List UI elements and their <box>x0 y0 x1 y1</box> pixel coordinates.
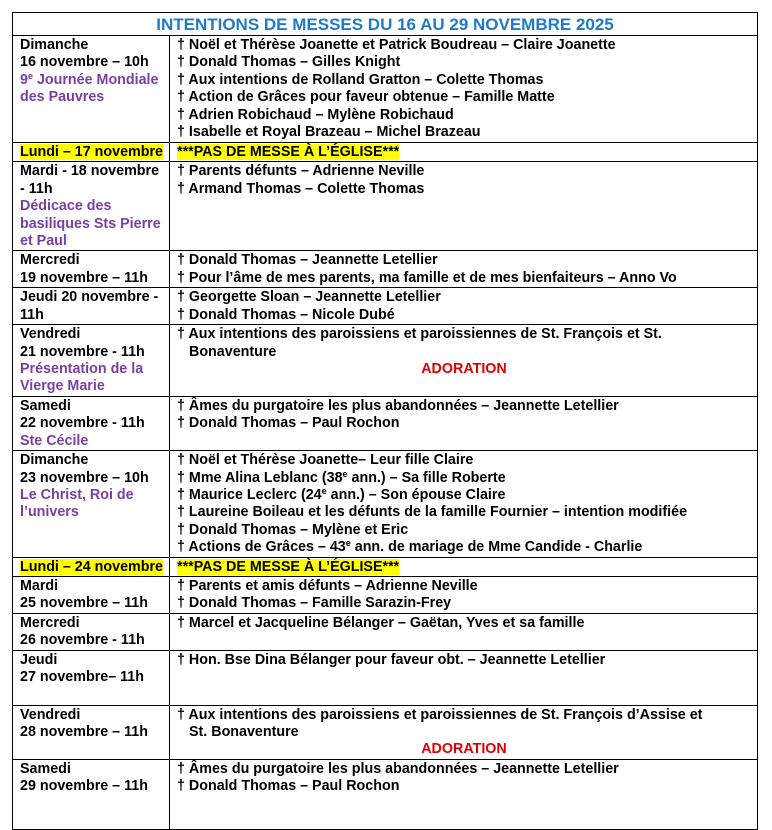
intentions-cell <box>170 288 758 325</box>
feast-line: Vierge Marie <box>20 378 105 395</box>
date-line: Dimanche <box>20 37 89 53</box>
date-line: Mardi - 18 novembre <box>20 163 160 180</box>
date-line: 21 novembre - 11h <box>20 343 145 360</box>
date-cell <box>13 451 170 557</box>
text-part: † Mme Alina Leblanc (38 <box>177 469 343 486</box>
date-line: 19 novembre – 11h <box>20 269 148 286</box>
date-line: Lundi – 17 novembre <box>20 144 164 160</box>
feast-line: basiliques Sts Pierre <box>20 215 161 232</box>
intention-line: † Adrien Robichaud – Mylène Robichaud <box>177 106 454 123</box>
intentions-cell <box>170 143 758 162</box>
date-cell <box>13 288 170 325</box>
mass-intentions-table <box>12 12 758 830</box>
date-line: Vendredi <box>20 706 81 723</box>
intention-line: † Marcel et Jacqueline Bélanger – Gaëtan, Yves et sa famille <box>177 614 585 631</box>
date-line: Mardi <box>20 577 59 594</box>
intentions-cell <box>170 396 758 450</box>
date-line: 22 novembre - 11h <box>20 415 145 432</box>
feast-line: et Paul <box>20 233 67 250</box>
intentions-cell <box>170 576 758 613</box>
intentions-cell <box>170 759 758 829</box>
intention-line: † Noël et Thérèse Joanette et Patrick Boudreau – Claire Joanette <box>177 37 616 53</box>
intention-line: † Donald Thomas – Paul Rochon <box>177 778 400 795</box>
date-line: Vendredi <box>20 326 81 343</box>
date-line: 16 novembre – 10h <box>20 54 149 71</box>
table-row <box>13 396 758 450</box>
feast-line: Le Christ, Roi de <box>20 486 134 503</box>
ordinal-superscript: e <box>321 485 327 496</box>
date-line: Samedi <box>20 397 71 414</box>
intention-line: † Donald Thomas – Gilles Knight <box>177 54 401 71</box>
intention-line: † Hon. Bse Dina Bélanger pour faveur obt. – Jeannette Letellier <box>177 651 606 668</box>
text-part: † Maurice Leclerc (24 <box>177 486 322 503</box>
table-row <box>13 613 758 650</box>
date-cell <box>13 36 170 143</box>
text-part: † Actions de Grâces – 43 <box>177 539 346 556</box>
date-line: 29 novembre – 11h <box>20 778 148 795</box>
table-row <box>13 451 758 557</box>
table-row <box>13 325 758 397</box>
date-cell <box>13 650 170 705</box>
intention-line: † Donald Thomas – Nicole Dubé <box>177 306 395 323</box>
intentions-cell <box>170 650 758 705</box>
date-cell <box>13 613 170 650</box>
table-row <box>13 36 758 143</box>
feast-line <box>20 72 163 89</box>
table-row <box>13 162 758 251</box>
feast-line: Présentation de la <box>20 361 144 378</box>
intentions-cell <box>170 251 758 288</box>
date-cell <box>13 576 170 613</box>
table-row <box>13 705 758 759</box>
text-part: Journée Mondiale <box>32 71 159 88</box>
adoration-label: ADORATION <box>421 361 507 378</box>
feast-line: Ste Cécile <box>20 432 89 449</box>
text-part: 9 <box>20 71 28 88</box>
date-line: Dimanche <box>20 452 89 469</box>
feast-line: l’univers <box>20 504 79 521</box>
date-cell <box>13 325 170 397</box>
table-row <box>13 650 758 705</box>
feast-line: des Pauvres <box>20 89 105 106</box>
intention-line: † Âmes du purgatoire les plus abandonnées – Jeannette Letellier <box>177 397 619 414</box>
feast-line: Dédicace des <box>20 198 112 215</box>
date-line: Lundi – 24 novembre <box>20 558 164 575</box>
intention-line: † Armand Thomas – Colette Thomas <box>177 180 425 197</box>
date-line: 11h <box>20 306 44 323</box>
table-row <box>13 251 758 288</box>
intention-line <box>177 470 751 487</box>
intention-line: † Donald Thomas – Paul Rochon <box>177 415 400 432</box>
table-row <box>13 557 758 576</box>
intention-line: † Noël et Thérèse Joanette– Leur fille Claire <box>177 452 474 469</box>
date-line: Jeudi 20 novembre - <box>20 289 159 306</box>
text-part: ann.) – Son épouse Claire <box>326 486 506 503</box>
adoration-label: ADORATION <box>421 741 507 758</box>
intentions-cell <box>170 325 758 397</box>
intention-line: † Âmes du purgatoire les plus abandonnées – Jeannette Letellier <box>177 760 619 777</box>
date-cell <box>13 557 170 576</box>
intentions-cell <box>170 451 758 557</box>
table-row <box>13 759 758 829</box>
title-row <box>13 13 758 36</box>
intention-line: † Pour l’âme de mes parents, ma famille et de mes bienfaiteurs – Anno Vo <box>177 269 677 286</box>
intention-line: † Donald Thomas – Jeannette Letellier <box>177 252 438 269</box>
ordinal-superscript: e <box>27 70 33 81</box>
intention-line: † Laureine Boileau et les défunts de la famille Fournier – intention modifiée <box>177 504 688 521</box>
table-row <box>13 143 758 162</box>
intentions-cell <box>170 613 758 650</box>
date-cell <box>13 162 170 251</box>
intention-line <box>177 539 751 556</box>
date-line: Mercredi <box>20 252 80 269</box>
table-row <box>13 288 758 325</box>
intentions-cell <box>170 705 758 759</box>
intention-line: † Aux intentions des paroissiens et paroissiennes de St. François et St. <box>177 326 662 343</box>
date-line: 28 novembre – 11h <box>20 723 148 740</box>
date-cell <box>13 759 170 829</box>
intention-line: † Aux intentions de Rolland Gratton – Colette Thomas <box>177 71 544 88</box>
intention-line: † Parents défunts – Adrienne Neville <box>177 163 425 180</box>
text-part: ann.) – Sa fille Roberte <box>347 469 506 486</box>
intention-line: † Parents et amis défunts – Adrienne Neville <box>177 577 478 594</box>
date-cell <box>13 251 170 288</box>
intentions-cell <box>170 162 758 251</box>
intentions-cell <box>170 36 758 143</box>
table-row <box>13 576 758 613</box>
date-cell <box>13 396 170 450</box>
text-part: ann. de mariage de Mme Candide - Charlie <box>350 539 643 556</box>
intention-line: † Aux intentions des paroissiens et paroissiennes de St. François d’Assise et <box>177 706 703 723</box>
date-line: 23 novembre – 10h <box>20 469 149 486</box>
document-title: INTENTIONS DE MESSES DU 16 AU 29 NOVEMBRE 2025 <box>13 13 758 36</box>
no-mass-notice: ***PAS DE MESSE À L’ÉGLISE*** <box>177 558 400 575</box>
intention-line: † Isabelle et Royal Brazeau – Michel Brazeau <box>177 124 481 141</box>
intention-line: † Georgette Sloan – Jeannette Letellier <box>177 289 441 306</box>
intention-continuation: Bonaventure <box>189 343 277 360</box>
date-line: - 11h <box>20 180 53 197</box>
date-highlight <box>20 144 163 160</box>
date-line: Samedi <box>20 760 71 777</box>
date-line: Mercredi <box>20 614 80 631</box>
date-line: 26 novembre - 11h <box>20 632 145 649</box>
no-mass-notice: ***PAS DE MESSE À L’ÉGLISE*** <box>177 144 400 160</box>
ordinal-superscript: e <box>345 538 351 549</box>
intention-line: † Donald Thomas – Famille Sarazin-Frey <box>177 595 452 612</box>
date-cell <box>13 143 170 162</box>
date-cell <box>13 705 170 759</box>
date-line: 25 novembre – 11h <box>20 595 148 612</box>
date-line: 27 novembre– 11h <box>20 668 144 685</box>
intention-line: † Action de Grâces pour faveur obtenue – Famille Matte <box>177 89 555 106</box>
ordinal-superscript: e <box>342 468 348 479</box>
intentions-cell <box>170 557 758 576</box>
intention-continuation: St. Bonaventure <box>189 723 299 740</box>
intention-line: † Donald Thomas – Mylène et Eric <box>177 521 409 538</box>
date-line: Jeudi <box>20 651 58 668</box>
date-highlight <box>20 559 163 575</box>
intention-line <box>177 487 751 504</box>
